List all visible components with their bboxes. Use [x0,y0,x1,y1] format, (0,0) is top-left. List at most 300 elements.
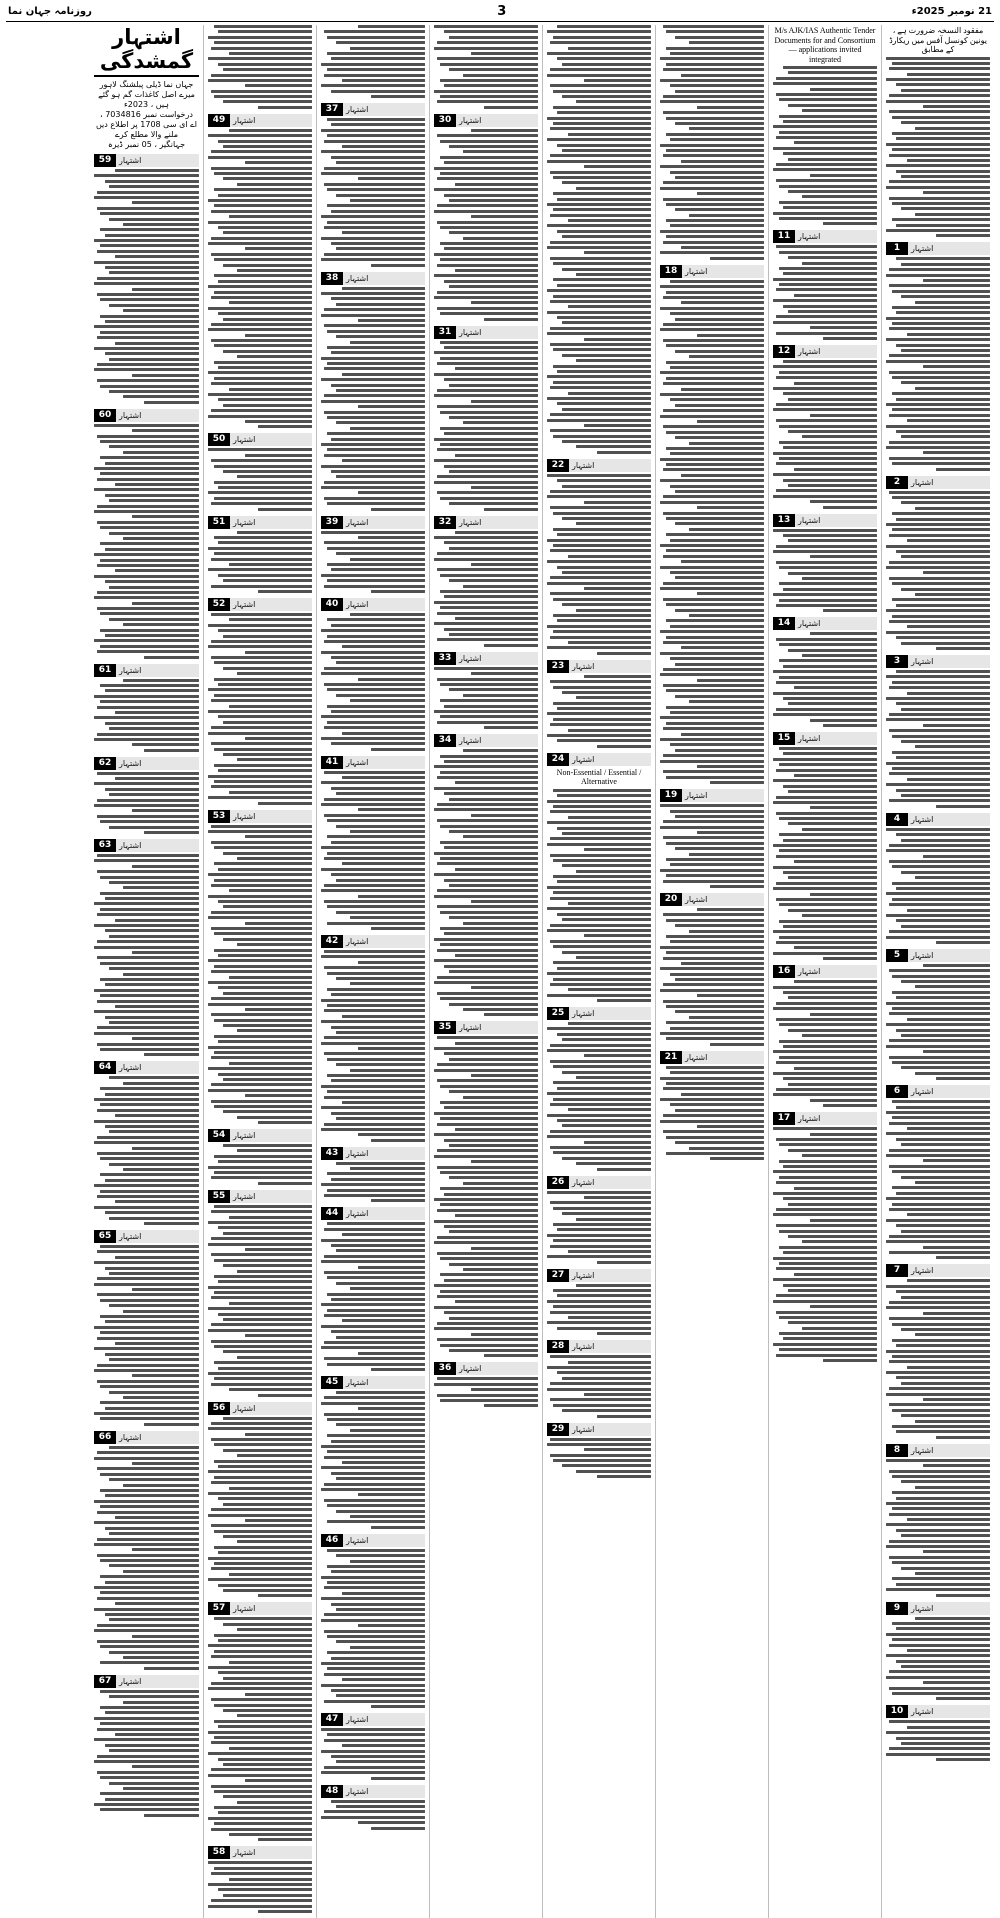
text-line [208,1666,312,1669]
text-line [550,576,651,579]
text-line [350,699,425,702]
text-line [223,1677,312,1680]
text-line [547,332,651,335]
text-line [94,596,199,599]
text-line [660,566,764,569]
text-line [223,1264,312,1267]
text-line [97,1451,199,1454]
text-line [214,172,312,175]
text-line [211,1100,312,1103]
text-line [449,1176,538,1179]
text-line [327,1172,425,1175]
text-line [550,214,651,217]
text-line [923,1550,990,1553]
text-line [440,1187,538,1190]
text-line [218,900,312,903]
text-line [547,311,651,314]
text-line [321,1445,425,1448]
text-line [670,224,764,227]
text-line [208,1905,312,1908]
text-line [94,510,199,513]
column-4 [542,25,655,1918]
text-line [892,148,990,151]
text-line [666,203,764,206]
text-line [776,638,877,641]
text-line [237,672,312,675]
text-line [776,77,877,80]
text-line [907,1366,990,1369]
text-line [321,378,425,381]
text-line [901,381,990,384]
text-line [810,326,877,329]
text-line [562,485,651,488]
notice-block [886,813,990,944]
text-line [886,523,990,526]
notice-block [886,1444,990,1597]
text-line [776,1294,877,1297]
text-line [94,325,199,328]
text-line [886,718,990,721]
text-line [434,1069,538,1072]
text-line [810,500,877,503]
text-line [105,983,200,986]
text-line [666,219,764,222]
text-line [440,574,538,577]
text-line [666,1152,764,1155]
text-line [115,1200,199,1203]
text-line [115,1516,199,1519]
text-line [208,895,312,898]
text-line [327,563,425,566]
text-line [223,579,312,582]
text-line [663,382,764,385]
text-line [214,780,312,783]
text-line [100,559,199,562]
text-line [100,542,199,545]
text-line [892,512,990,515]
text-line [670,1027,764,1030]
text-line [214,1867,312,1870]
text-line [783,479,877,482]
text-line [358,1352,425,1355]
text-line [886,100,990,103]
text-line [105,788,200,791]
notice-number: 8 [886,1444,908,1457]
text-line [109,935,199,938]
notice-number: 16 [773,965,795,978]
text-line [776,332,877,335]
text-line [576,1470,651,1473]
text-line [915,1486,990,1489]
text-line [553,176,651,179]
notice-label-bar [343,756,425,769]
notice-header [208,598,312,611]
text-line [97,591,199,594]
text-line [336,1282,425,1285]
text-line [802,914,877,917]
text-line [901,1567,990,1570]
text-line [97,940,199,943]
text-line [94,716,199,719]
text-line [471,1160,538,1163]
notice-label-bar [116,1061,199,1074]
text-line [455,1214,538,1217]
text-line [773,1257,877,1260]
text-line [471,52,538,55]
notice-number: 19 [660,789,682,802]
text-line [663,512,764,515]
text-line [214,949,312,952]
text-line [776,1138,877,1141]
text-line [597,1261,651,1264]
text-line [444,346,538,349]
text-line [666,344,764,347]
text-line [889,1556,990,1559]
text-line [324,1396,425,1399]
text-line [223,1110,312,1113]
text-line [218,1040,312,1043]
text-line [710,257,764,260]
text-line [100,1776,199,1779]
text-line [660,458,764,461]
text-line [434,167,538,170]
text-line [223,938,312,941]
notice-block [321,272,425,511]
text-line [463,749,538,752]
notice-block [321,1376,425,1529]
text-line [208,134,312,137]
text-line [437,475,538,478]
text-line [440,79,538,82]
text-line [115,777,199,780]
text-line [358,177,425,180]
text-line [342,1744,425,1747]
text-line [773,1192,877,1195]
text-line [223,753,312,756]
text-line [901,980,990,983]
text-line [123,1310,199,1313]
text-line [568,133,651,136]
text-line [327,502,425,505]
notice-label-bar [343,272,425,285]
text-line [889,1670,990,1673]
text-line [776,179,877,182]
text-line [214,41,312,44]
text-line [94,196,199,199]
text-line [109,532,199,535]
notice-block [94,409,199,659]
text-line [889,110,990,113]
text-line [208,1774,312,1777]
text-line [350,916,425,919]
notice-block [773,345,877,509]
text-line [660,989,764,992]
text-line [94,1629,199,1632]
text-line [437,1123,538,1126]
notice-header [208,1846,312,1859]
text-line [437,307,538,310]
text-line [675,749,764,752]
text-line [663,339,764,342]
text-line [576,100,651,103]
text-line [218,1725,312,1728]
text-line [901,1382,990,1385]
text-line [100,1591,199,1594]
text-line [923,1159,990,1162]
text-line [666,619,764,622]
text-line [802,1034,877,1037]
text-line [437,1149,538,1152]
text-line [324,183,425,186]
text-line [211,1828,312,1831]
text-line [105,1267,200,1270]
text-line [94,1500,199,1503]
text-line [223,721,312,724]
text-line [783,1251,877,1254]
text-line [245,1433,312,1436]
notice-block [208,1846,312,1913]
text-line [434,25,538,28]
text-line [115,342,199,345]
text-line [214,361,312,364]
text-line [666,951,764,954]
text-line [105,1179,200,1182]
text-line [237,1029,312,1032]
notice-text [660,25,764,260]
text-line [776,419,877,422]
text-line [237,531,312,534]
text-line [889,197,990,200]
text-line [437,448,538,451]
text-line [776,1061,877,1064]
text-line [211,296,312,299]
notice-number: 22 [547,459,569,472]
text-line [584,251,651,254]
text-line [779,1332,877,1335]
notice-header [886,242,990,255]
text-line [886,1219,990,1222]
text-line [886,762,990,765]
text-line [218,1226,312,1229]
text-line [327,705,425,708]
notice-header [94,757,199,770]
notice-label-bar [456,1021,538,1034]
notice-text [321,613,425,751]
text-line [550,680,651,683]
text-line [214,1105,312,1108]
text-line [553,90,651,93]
text-line [675,318,764,321]
text-line [660,544,764,547]
text-line [901,740,990,743]
text-line [710,781,764,784]
text-line [331,90,425,93]
text-line [550,343,651,346]
notice-label-bar [230,516,312,529]
text-line [109,1749,199,1752]
text-line [115,1256,199,1259]
text-line [889,772,990,775]
notice-label-bar [795,230,877,243]
text-line [211,1056,312,1059]
text-line [336,1554,425,1557]
text-line [327,1581,425,1584]
text-line [783,785,877,788]
text-line [788,876,877,879]
text-line [327,1549,425,1552]
text-line [675,1109,764,1112]
text-line [444,879,538,882]
text-line [892,882,990,885]
text-line [123,1396,199,1399]
text-line [576,359,651,362]
text-line [471,814,538,817]
text-line [779,1176,877,1179]
text-line [471,672,538,675]
text-line [660,826,764,829]
text-line [211,742,312,745]
text-line [794,774,877,777]
text-line [100,1417,199,1420]
text-line [115,255,199,258]
text-line [123,1570,199,1573]
text-line [440,590,538,593]
text-line [670,940,764,943]
notice-text [886,670,990,808]
text-line [670,171,764,174]
text-line [208,307,312,310]
text-line [773,801,877,804]
text-line [208,1372,312,1375]
text-line [449,1003,538,1006]
text-line [321,1576,425,1579]
text-line [214,258,312,261]
text-line [208,732,312,735]
text-line [100,1792,199,1795]
text-line [773,692,877,695]
notice-block [773,965,877,1107]
text-line [358,808,425,811]
text-line [783,991,877,994]
text-line [681,160,764,163]
text-line [901,435,990,438]
text-line [211,726,312,729]
notice-latin-text: Non-Essential / Essential / Alternative [556,767,642,787]
text-line [208,645,312,648]
notice-text [321,950,425,1142]
text-line [892,991,990,994]
text-line [889,154,990,157]
notice-text [208,531,312,593]
text-line [97,336,199,339]
text-line [336,475,425,478]
notice-label-bar [908,242,990,255]
text-line [132,288,199,291]
text-line [324,226,425,229]
text-line [214,1291,312,1294]
text-line [783,534,877,537]
text-line [97,1538,199,1541]
column-7 [203,25,316,1918]
notice-text [886,491,990,650]
notice-label-bar [569,1340,651,1353]
text-line [660,738,764,741]
text-line [97,650,199,653]
text-line [350,1429,425,1432]
text-line [331,1026,425,1029]
text-line [371,927,425,930]
text-line [776,245,877,248]
text-line [229,52,312,55]
text-line [211,323,312,326]
text-line [886,229,990,232]
text-line [776,545,877,548]
text-line [889,1540,990,1543]
text-line [889,1403,990,1406]
text-line [358,25,425,28]
text-line [449,1263,538,1266]
text-line [109,1272,199,1275]
text-line [434,296,538,299]
notice-header [94,664,199,677]
text-line [689,127,764,130]
text-line [144,749,199,752]
text-line [444,247,538,250]
text-line [907,1213,990,1216]
text-line [437,57,538,60]
text-line [214,1790,312,1793]
text-line [886,914,990,917]
text-line [218,1758,312,1761]
notice-text [321,25,425,98]
text-line [211,1899,312,1902]
text-line [553,435,651,438]
text-line [773,125,877,128]
text-line [773,713,877,716]
text-line [94,859,199,862]
text-line [896,636,990,639]
text-line [208,1578,312,1581]
text-line [889,1317,990,1320]
text-line [562,571,651,574]
notice-block [660,25,764,260]
text-line [434,1284,538,1287]
text-line [229,1388,312,1391]
text-line [324,1009,425,1012]
text-line [97,956,199,959]
text-line [358,1821,425,1824]
text-line [889,1644,990,1647]
text-line [94,924,199,927]
text-line [663,754,764,757]
text-line [776,93,877,96]
text-line [670,743,764,746]
text-line [321,1488,425,1491]
text-line [810,719,877,722]
text-line [896,1192,990,1195]
text-line [245,454,312,457]
text-line [892,1409,990,1412]
text-line [211,785,312,788]
text-line [562,1157,651,1160]
text-line [208,1221,312,1224]
text-line [97,799,199,802]
column-3 [655,25,768,1918]
text-line [557,880,651,883]
text-line [901,708,990,711]
text-line [444,161,538,164]
text-line [455,617,538,620]
